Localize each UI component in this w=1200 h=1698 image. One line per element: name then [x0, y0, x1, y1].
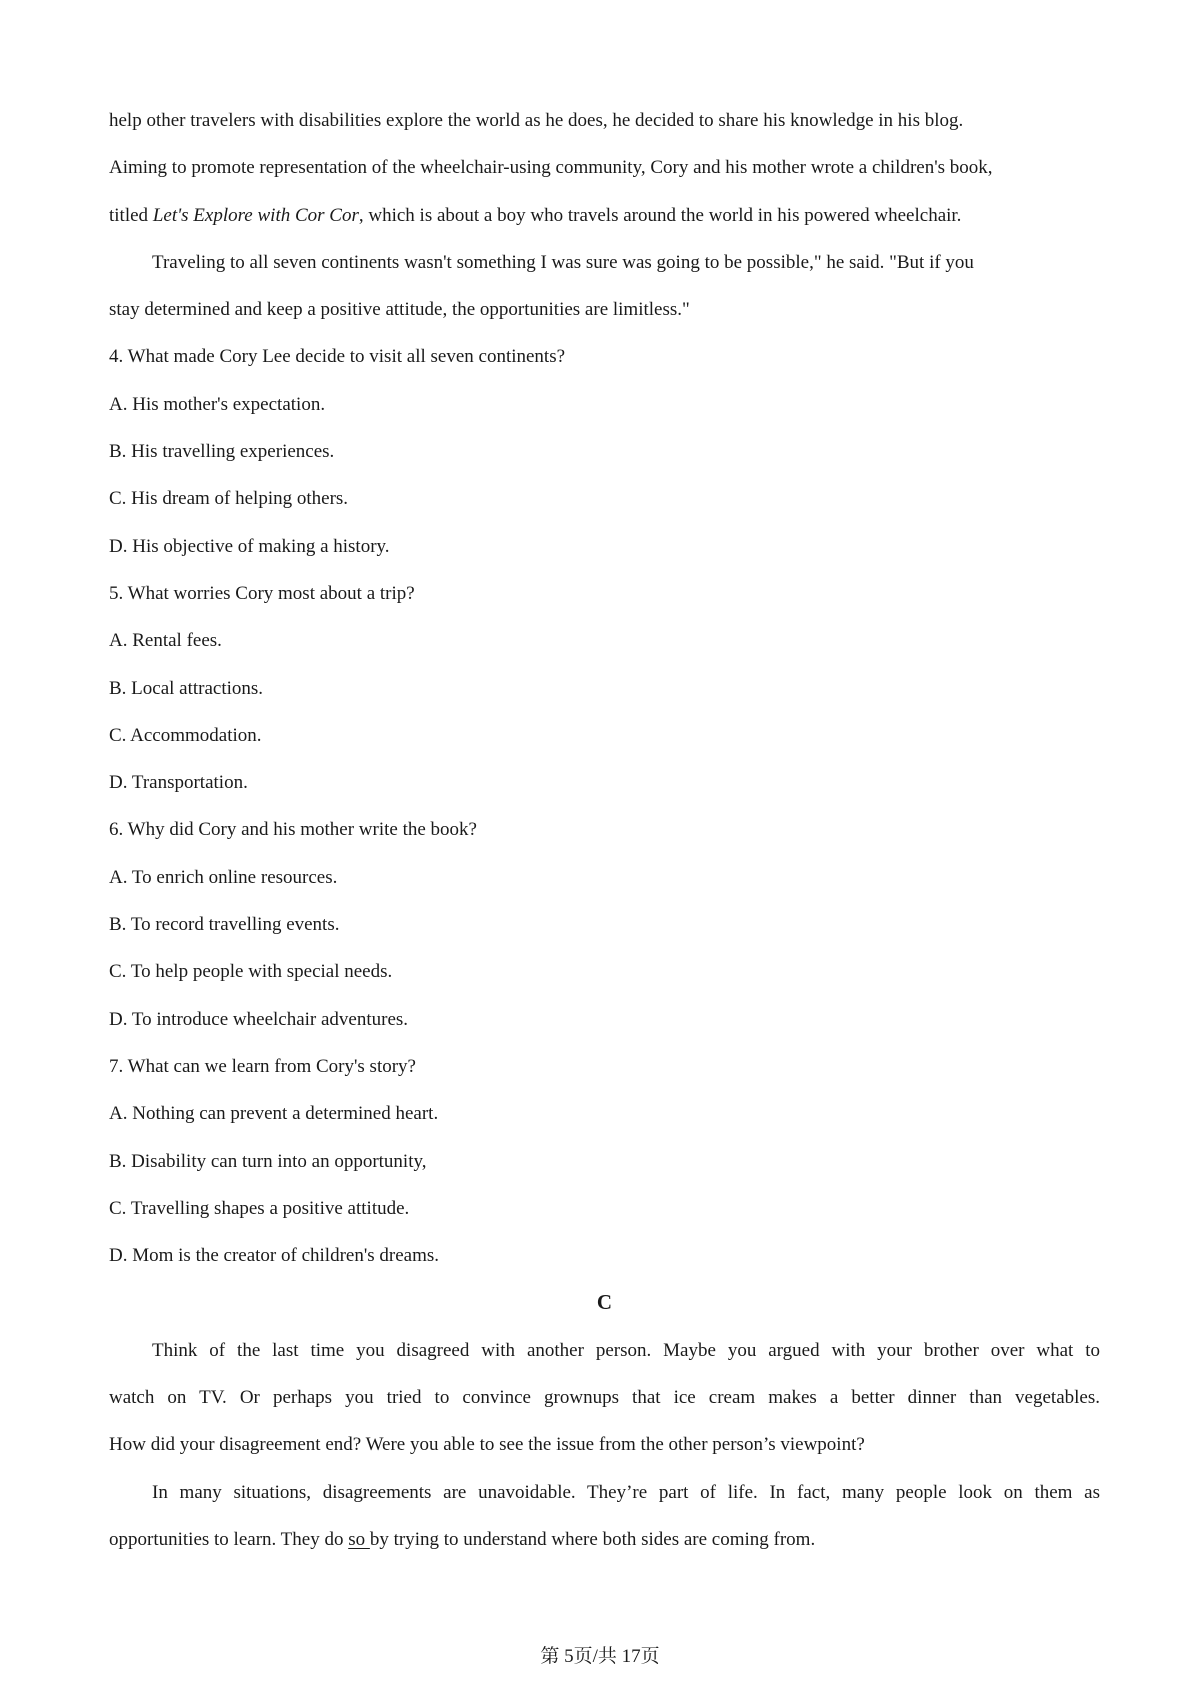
passage-b-line-1: help other travelers with disabilities explore the world as he does, he decided to share his knowledge in his blog.: [109, 110, 964, 131]
passage-c-p2-line-2-pre: opportunities to learn. They do: [109, 1528, 349, 1550]
passage-b-line-3-pre: titled: [109, 204, 153, 226]
page-content: [109, 97, 1100, 1563]
page-number-footer: 第 5页/共 17页: [540, 1646, 660, 1667]
passage-c-p2-line-2: [109, 1516, 1100, 1563]
answer-option: D. Transportation.: [109, 772, 248, 794]
answer-option: A. His mother's expectation.: [109, 393, 326, 415]
passage-b-line-2: Aiming to promote representation of the wheelchair-using community, Cory and his mother wrote a children's book,: [109, 157, 993, 179]
answer-option: D. To introduce wheelchair adventures.: [109, 1008, 409, 1030]
question-stem: 5. What worries Cory most about a trip?: [109, 582, 415, 604]
answer-option: C. Travelling shapes a positive attitude.: [109, 1197, 410, 1219]
underlined-word: so: [348, 1528, 370, 1550]
passage-c-p2-line-1: In many situations, disagreements are unavoidable. They’re part of life. In fact, many people look on them as: [152, 1481, 1100, 1503]
passage-b-line-3: [109, 192, 1100, 239]
answer-option: B. Disability can turn into an opportunity,: [109, 1150, 427, 1172]
passage-c-p1-line-3: How did your disagreement end? Were you able to see the issue from the other person’s viewpoint?: [109, 1434, 865, 1456]
answer-option: B. To record travelling events.: [109, 914, 340, 936]
passage-c-p2-line-2-post: by trying to understand where both sides are coming from.: [369, 1528, 816, 1550]
answer-option: C. Accommodation.: [109, 724, 262, 746]
answer-option: B. Local attractions.: [109, 677, 264, 699]
answer-option: A. To enrich online resources.: [109, 866, 338, 888]
answer-option: C. His dream of helping others.: [109, 488, 349, 510]
question-stem: 6. Why did Cory and his mother write the book?: [109, 819, 477, 841]
question-stem: 4. What made Cory Lee decide to visit all seven continents?: [109, 346, 566, 368]
passage-c-p1-line-2: watch on TV. Or perhaps you tried to convince grownups that ice cream makes a better dinner than vegetables.: [109, 1387, 1100, 1409]
passage-c-p1-line-1: Think of the last time you disagreed with another person. Maybe you argued with your brother over what to: [152, 1339, 1100, 1361]
section-heading-c: C: [596, 1290, 613, 1315]
quote-line-2: stay determined and keep a positive attitude, the opportunities are limitless.": [109, 299, 690, 321]
answer-option: C. To help people with special needs.: [109, 961, 393, 983]
quote-line-1: Traveling to all seven continents wasn't something I was sure was going to be possible," he said. "But if you: [152, 251, 974, 273]
book-title: Let's Explore with Cor Cor: [152, 204, 359, 226]
passage-b-line-3-post: , which is about a boy who travels around the world in his powered wheelchair.: [358, 204, 962, 226]
answer-option: A. Nothing can prevent a determined heart.: [109, 1103, 439, 1125]
answer-option: D. Mom is the creator of children's dreams.: [109, 1245, 440, 1267]
answer-option: A. Rental fees.: [109, 630, 222, 652]
answer-option: B. His travelling experiences.: [109, 441, 335, 463]
answer-option: D. His objective of making a history.: [109, 535, 390, 557]
question-stem: 7. What can we learn from Cory's story?: [109, 1055, 416, 1077]
